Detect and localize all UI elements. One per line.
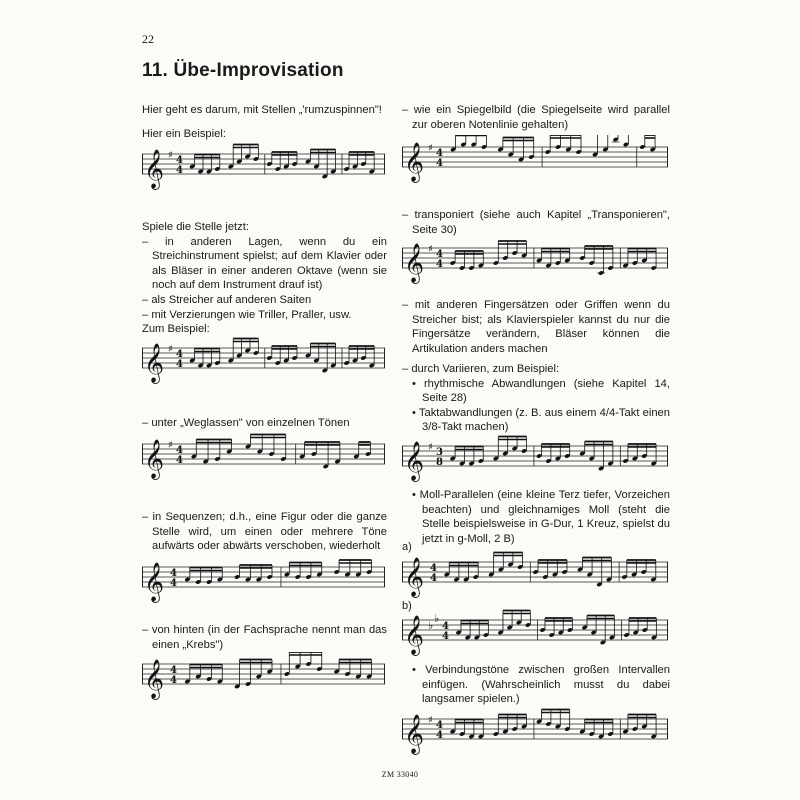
fingersaetze-text: – mit anderen Fingersätzen oder Griffen wenn du Streicher bist; als Klavierspieler kannst du nur die Fingersätze verändern, Bläser können die Artikulation anders machen <box>402 299 670 355</box>
play-item: – als Streicher auf anderen Saiten <box>142 293 312 306</box>
footer-code: ZM 33040 <box>381 770 419 779</box>
music-staff-connecting <box>402 707 670 757</box>
treble-clef-icon: 𝄞 <box>404 142 425 182</box>
flat-icon: ♭ <box>434 612 440 625</box>
example-label: Hier ein Beispiel: <box>142 128 226 140</box>
intro-text: Hier geht es darum, mit Stellen „'rumzuspinnen"! <box>142 104 382 116</box>
play-heading: Spiele die Stelle jetzt: <box>142 221 249 233</box>
time-signature-bottom: 4 <box>436 259 443 270</box>
time-signature-top: 4 <box>170 665 177 676</box>
time-signature-top: 4 <box>176 445 183 456</box>
chapter-title: 11. Übe-Improvisation <box>142 60 344 81</box>
treble-clef-icon: 𝄞 <box>144 659 165 699</box>
treble-clef-icon: 𝄞 <box>404 615 425 655</box>
play-instructions <box>142 220 387 322</box>
label-b: b) <box>402 600 412 612</box>
treble-clef-icon: 𝄞 <box>144 439 165 479</box>
time-signature-top: 4 <box>430 563 437 574</box>
von-hinten-text: – von hinten (in der Fachsprache nennt man das einen „Krebs") <box>142 624 387 651</box>
treble-clef-icon: 𝄞 <box>404 441 425 481</box>
sharp-icon: ♯ <box>428 143 433 154</box>
time-signature-bottom: 4 <box>170 578 177 589</box>
time-signature-top: 4 <box>176 155 183 166</box>
time-signature-bottom: 8 <box>436 457 443 468</box>
music-staff-original <box>142 142 387 192</box>
sharp-icon: ♯ <box>428 244 433 255</box>
weglassen-text: – unter „Weglassen" von einzelnen Tönen <box>142 417 350 429</box>
time-signature-top: 4 <box>436 249 443 260</box>
treble-clef-icon: 𝄞 <box>144 562 165 602</box>
play-item: – mit Verzierungen wie Triller, Praller, usw. <box>142 308 352 321</box>
music-staff-minor-b <box>402 608 670 658</box>
time-signature-top: 4 <box>436 720 443 731</box>
page-number: 22 <box>142 32 154 46</box>
variation-item: • rhythmische Abwandlungen (siehe Kapitel 14, Seite 28) <box>412 377 670 405</box>
sharp-icon: ♯ <box>428 442 433 453</box>
moll-text: • Moll-Parallelen (eine kleine Terz tiefer, Vorzeichen beachten) und gleichnamiges Moll (steht die Stelle beispielsweise in G-Dur, 1 Kreuz, spielst du jetzt in g-Moll, 2 B) <box>412 489 670 545</box>
music-staff-sequence <box>142 555 387 605</box>
music-staff-retrograde <box>142 652 387 702</box>
music-staff-three-eight <box>402 434 670 484</box>
time-signature-bottom: 4 <box>176 455 183 466</box>
variation-item: • Taktabwandlungen (z. B. aus einem 4/4-Takt einen 3/8-Takt machen) <box>412 406 670 434</box>
treble-clef-icon: 𝄞 <box>404 243 425 283</box>
music-staff-mirror <box>402 135 670 185</box>
treble-clef-icon: 𝄞 <box>404 557 425 597</box>
time-signature-bottom: 4 <box>176 165 183 176</box>
zum-beispiel-label: Zum Beispiel: <box>142 323 210 335</box>
time-signature-top: 4 <box>442 621 449 632</box>
time-signature-bottom: 4 <box>170 675 177 686</box>
flat-icon: ♭ <box>428 619 434 632</box>
music-staff-minor-a <box>402 550 670 600</box>
transponiert-text: – transponiert (siehe auch Kapitel „Transponieren", Seite 30) <box>402 209 670 236</box>
time-signature-bottom: 4 <box>436 730 443 741</box>
sharp-icon: ♯ <box>168 440 173 451</box>
treble-clef-icon: 𝄞 <box>404 714 425 754</box>
treble-clef-icon: 𝄞 <box>144 343 165 383</box>
verbindung-text: • Verbindungstöne zwischen großen Intervallen einfügen. (Wahrscheinlich musst du dabei langsamer spielen.) <box>412 664 670 706</box>
time-signature-bottom: 4 <box>436 158 443 169</box>
sequenzen-text: – in Sequenzen; d.h., eine Figur oder die ganze Stelle wird, um einen oder mehrere Töne aufwärts oder abwärts verschoben, wiederholt <box>142 511 387 553</box>
sharp-icon: ♯ <box>168 344 173 355</box>
time-signature-bottom: 4 <box>442 631 449 642</box>
treble-clef-icon: 𝄞 <box>144 149 165 189</box>
time-signature-bottom: 4 <box>430 573 437 584</box>
spiegelbild-text: – wie ein Spiegelbild (die Spiegelseite wird parallel zur oberen Notenlinie gehalten) <box>402 104 670 131</box>
variieren-text: – durch Variieren, zum Beispiel: • rhythmische Abwandlungen (siehe Kapitel 14, Seite 28) • Taktabwandlungen (z. B. aus einem 4/4-Takt einen 3/8-Takt machen) <box>402 363 670 434</box>
time-signature-top: 4 <box>176 349 183 360</box>
music-staff-transposed <box>402 236 670 286</box>
music-staff-omission <box>142 432 387 482</box>
sharp-icon: ♯ <box>168 150 173 161</box>
play-item: – in anderen Lagen, wenn du ein Streichinstrument spielst; auf dem Klavier oder als Bläser in einer anderen Oktave (wenn sie noch auf dem Instrument drauf ist) <box>142 235 387 292</box>
sharp-icon: ♯ <box>428 715 433 726</box>
time-signature-top: 4 <box>436 148 443 159</box>
music-staff-ornaments <box>142 336 387 386</box>
time-signature-top: 4 <box>170 568 177 579</box>
time-signature-bottom: 4 <box>176 359 183 370</box>
time-signature-top: 3 <box>436 447 443 458</box>
label-a: a) <box>402 541 412 553</box>
